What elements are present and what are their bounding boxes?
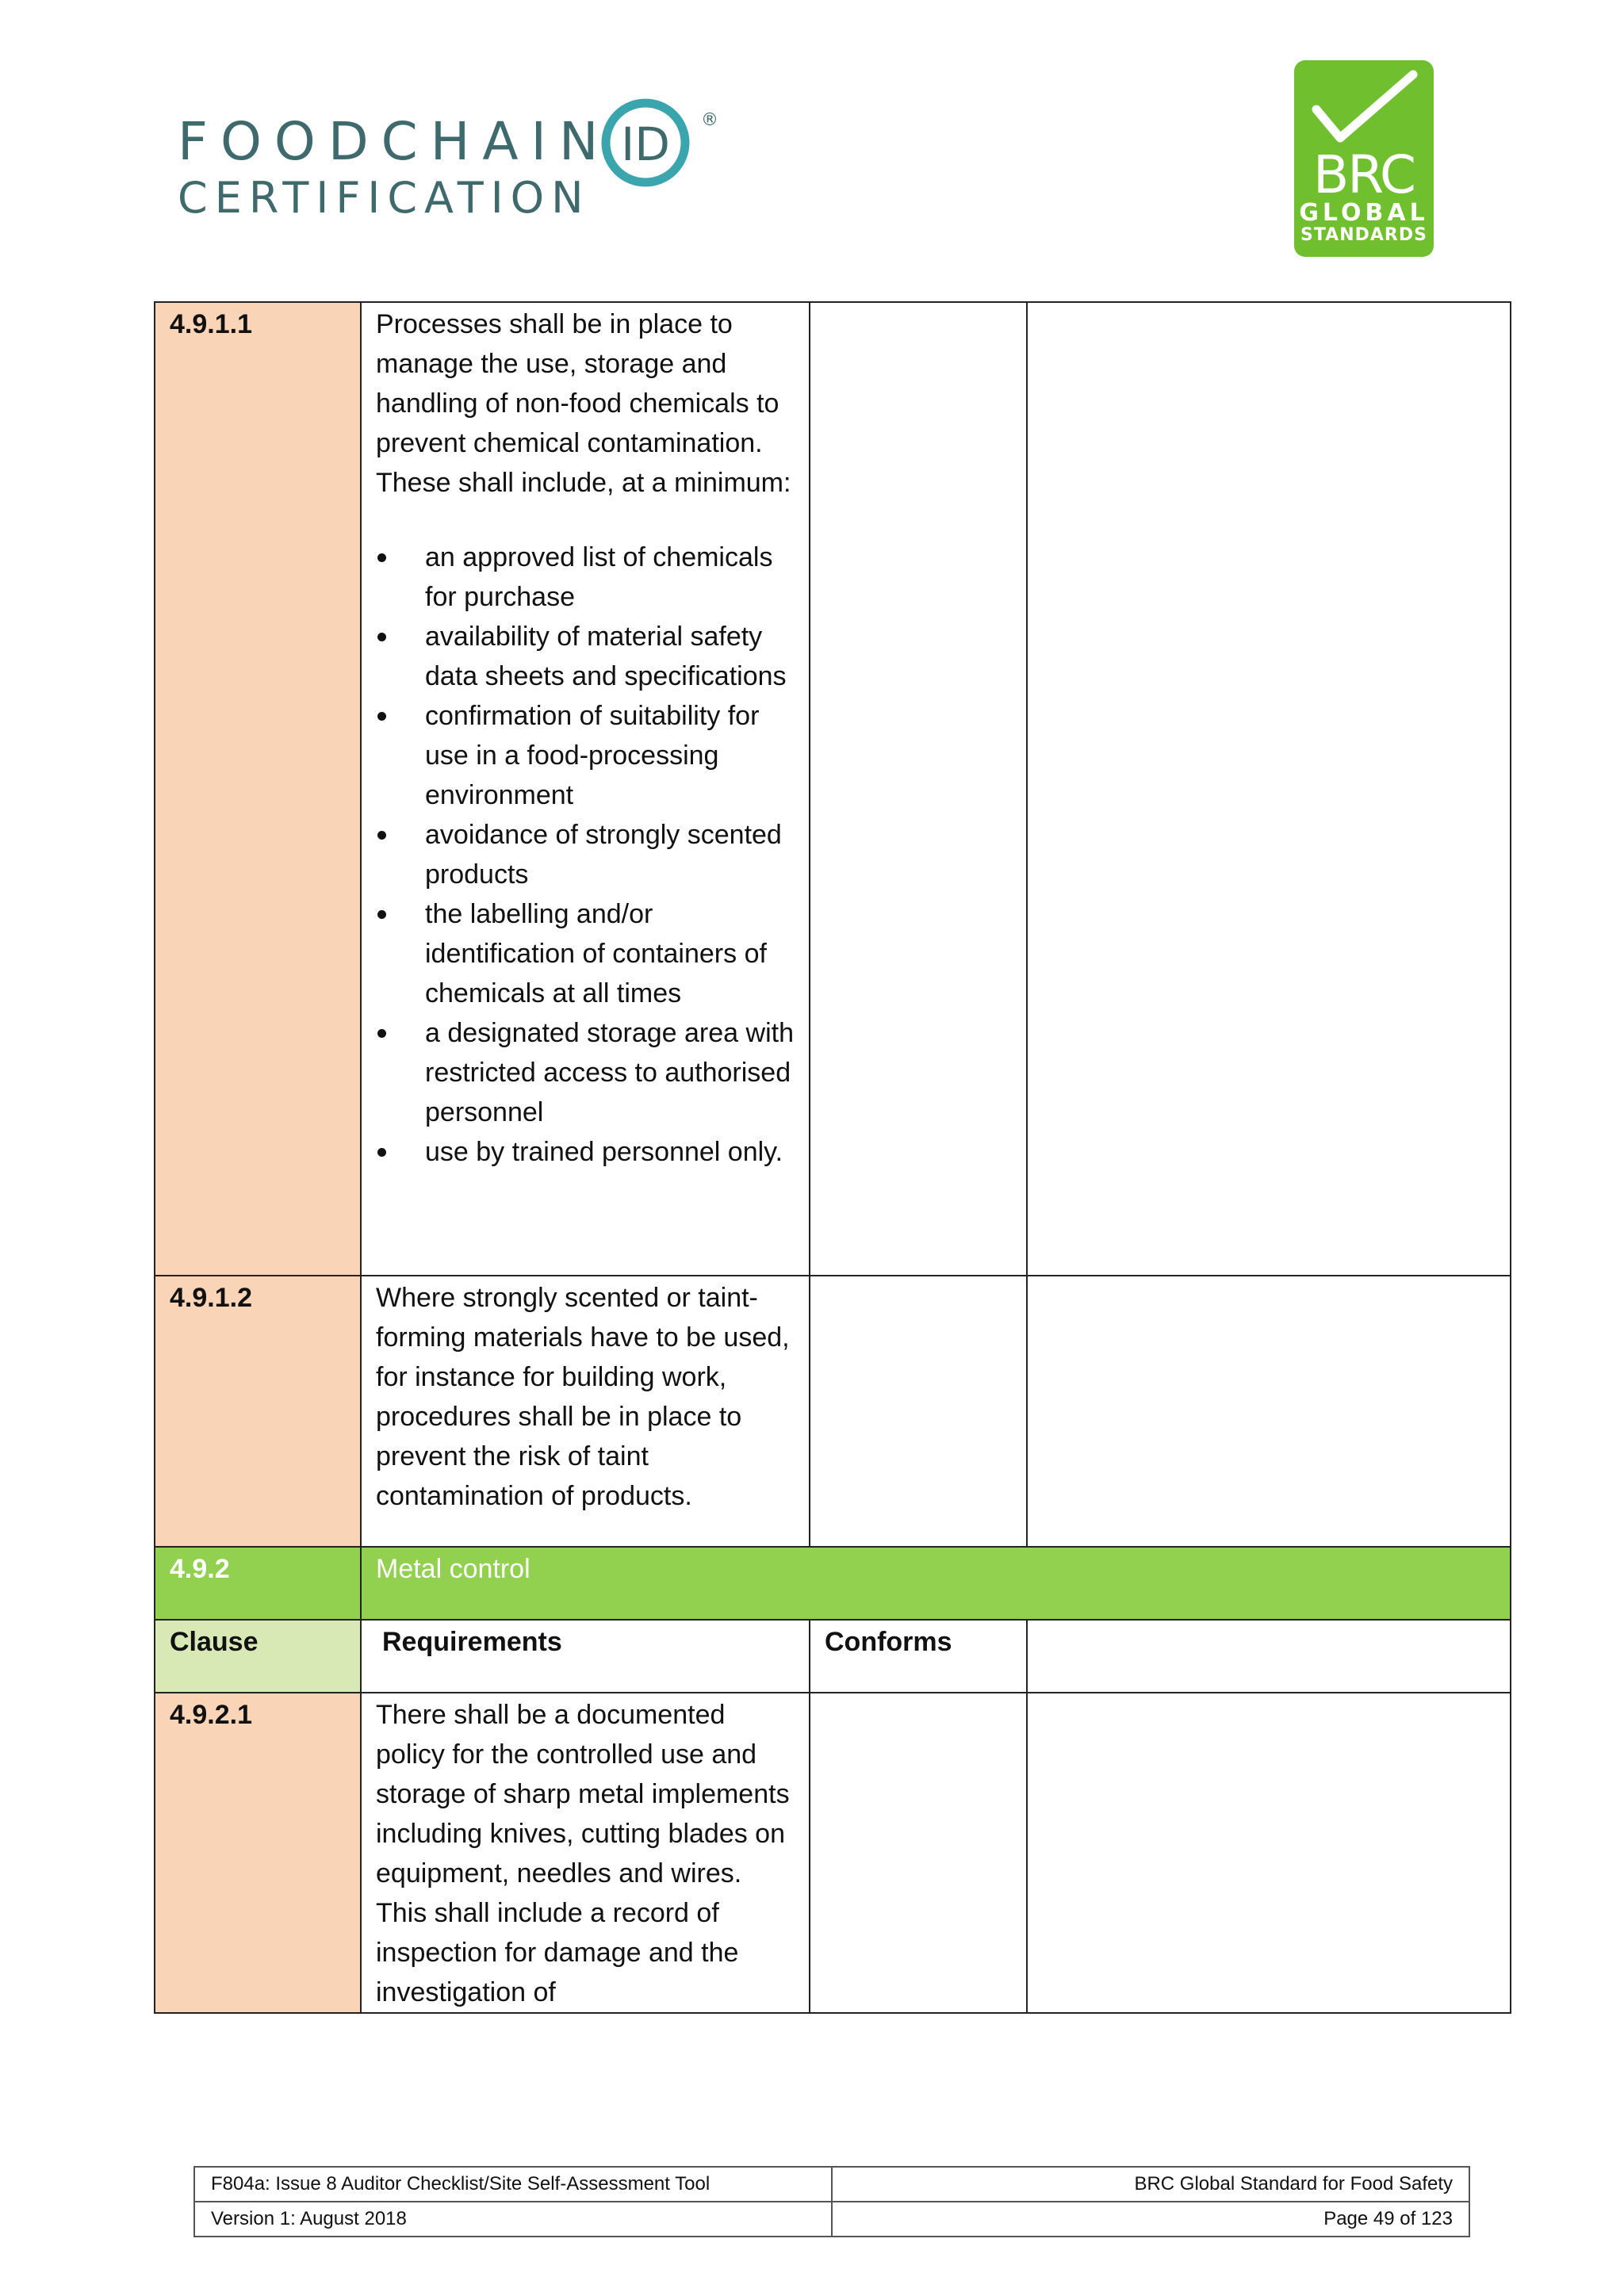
requirement-text: Where strongly scented or taint-forming materials have to be used, for instance for building work, procedures shall be in place to prevent the risk of taint contamination of products. (361, 1276, 810, 1547)
brc-global-standards-logo (1294, 60, 1434, 257)
column-header-row (155, 1620, 1511, 1693)
column-header-requirements: Requirements (361, 1620, 810, 1693)
table-row (155, 1276, 1511, 1547)
brc-text: BRC (1313, 144, 1415, 205)
list-item: an approved list of chemicals for purchase (376, 538, 795, 617)
column-header-comments (1027, 1620, 1511, 1693)
requirement-bullet-list (376, 538, 795, 1172)
logo-id-text: ID (621, 117, 670, 171)
page-footer (193, 2166, 1470, 2237)
section-title: Metal control (361, 1547, 1511, 1620)
logo-word-foodchain: FOODCHAIN (178, 111, 611, 172)
checkmark-icon (1294, 60, 1434, 155)
id-circle-icon (598, 94, 733, 197)
list-item: the labelling and/or identification of containers of chemicals at all times (376, 894, 795, 1013)
requirement-text: There shall be a documented policy for the controlled use and storage of sharp metal implements including knives, cutting blades on equipment, needles and wires. This shall include a record of inspection for damage and the investigation of (361, 1693, 810, 2013)
clause-number: 4.9.1.1 (155, 302, 361, 1276)
footer-version: Version 1: August 2018 (194, 2202, 832, 2237)
requirement-text: Processes shall be in place to manage the use, storage and handling of non-food chemicals to prevent chemical contamination. These shall include, at a minimum: (376, 309, 791, 498)
list-item: use by trained personnel only. (376, 1132, 795, 1172)
registered-mark: ® (701, 110, 718, 130)
conforms-cell[interactable] (810, 1276, 1027, 1547)
conforms-cell[interactable] (810, 302, 1027, 1276)
table-row (155, 302, 1511, 1276)
brc-global-text: GLOBAL (1299, 199, 1429, 227)
requirement-cell (361, 302, 810, 1276)
section-number: 4.9.2 (155, 1547, 361, 1620)
comments-cell[interactable] (1027, 1693, 1511, 2013)
footer-page-number: Page 49 of 123 (832, 2202, 1469, 2237)
brc-standards-text: STANDARDS (1300, 225, 1427, 245)
clause-number: 4.9.1.2 (155, 1276, 361, 1547)
conforms-cell[interactable] (810, 1693, 1027, 2013)
table-row (155, 1693, 1511, 2013)
footer-standard: BRC Global Standard for Food Safety (832, 2167, 1469, 2202)
footer-doc-title: F804a: Issue 8 Auditor Checklist/Site Self-Assessment Tool (194, 2167, 832, 2202)
logo-word-certification: CERTIFICATION (178, 173, 591, 223)
list-item: avoidance of strongly scented products (376, 815, 795, 894)
comments-cell[interactable] (1027, 302, 1511, 1276)
list-item: confirmation of suitability for use in a food-processing environment (376, 696, 795, 815)
column-header-conforms: Conforms (810, 1620, 1027, 1693)
list-item: a designated storage area with restricted access to authorised personnel (376, 1013, 795, 1132)
clause-number: 4.9.2.1 (155, 1693, 361, 2013)
foodchain-certification-logo (178, 94, 749, 228)
list-item: availability of material safety data sheets and specifications (376, 617, 795, 696)
checklist-table (154, 301, 1511, 2014)
column-header-clause: Clause (155, 1620, 361, 1693)
section-header-row (155, 1547, 1511, 1620)
comments-cell[interactable] (1027, 1276, 1511, 1547)
